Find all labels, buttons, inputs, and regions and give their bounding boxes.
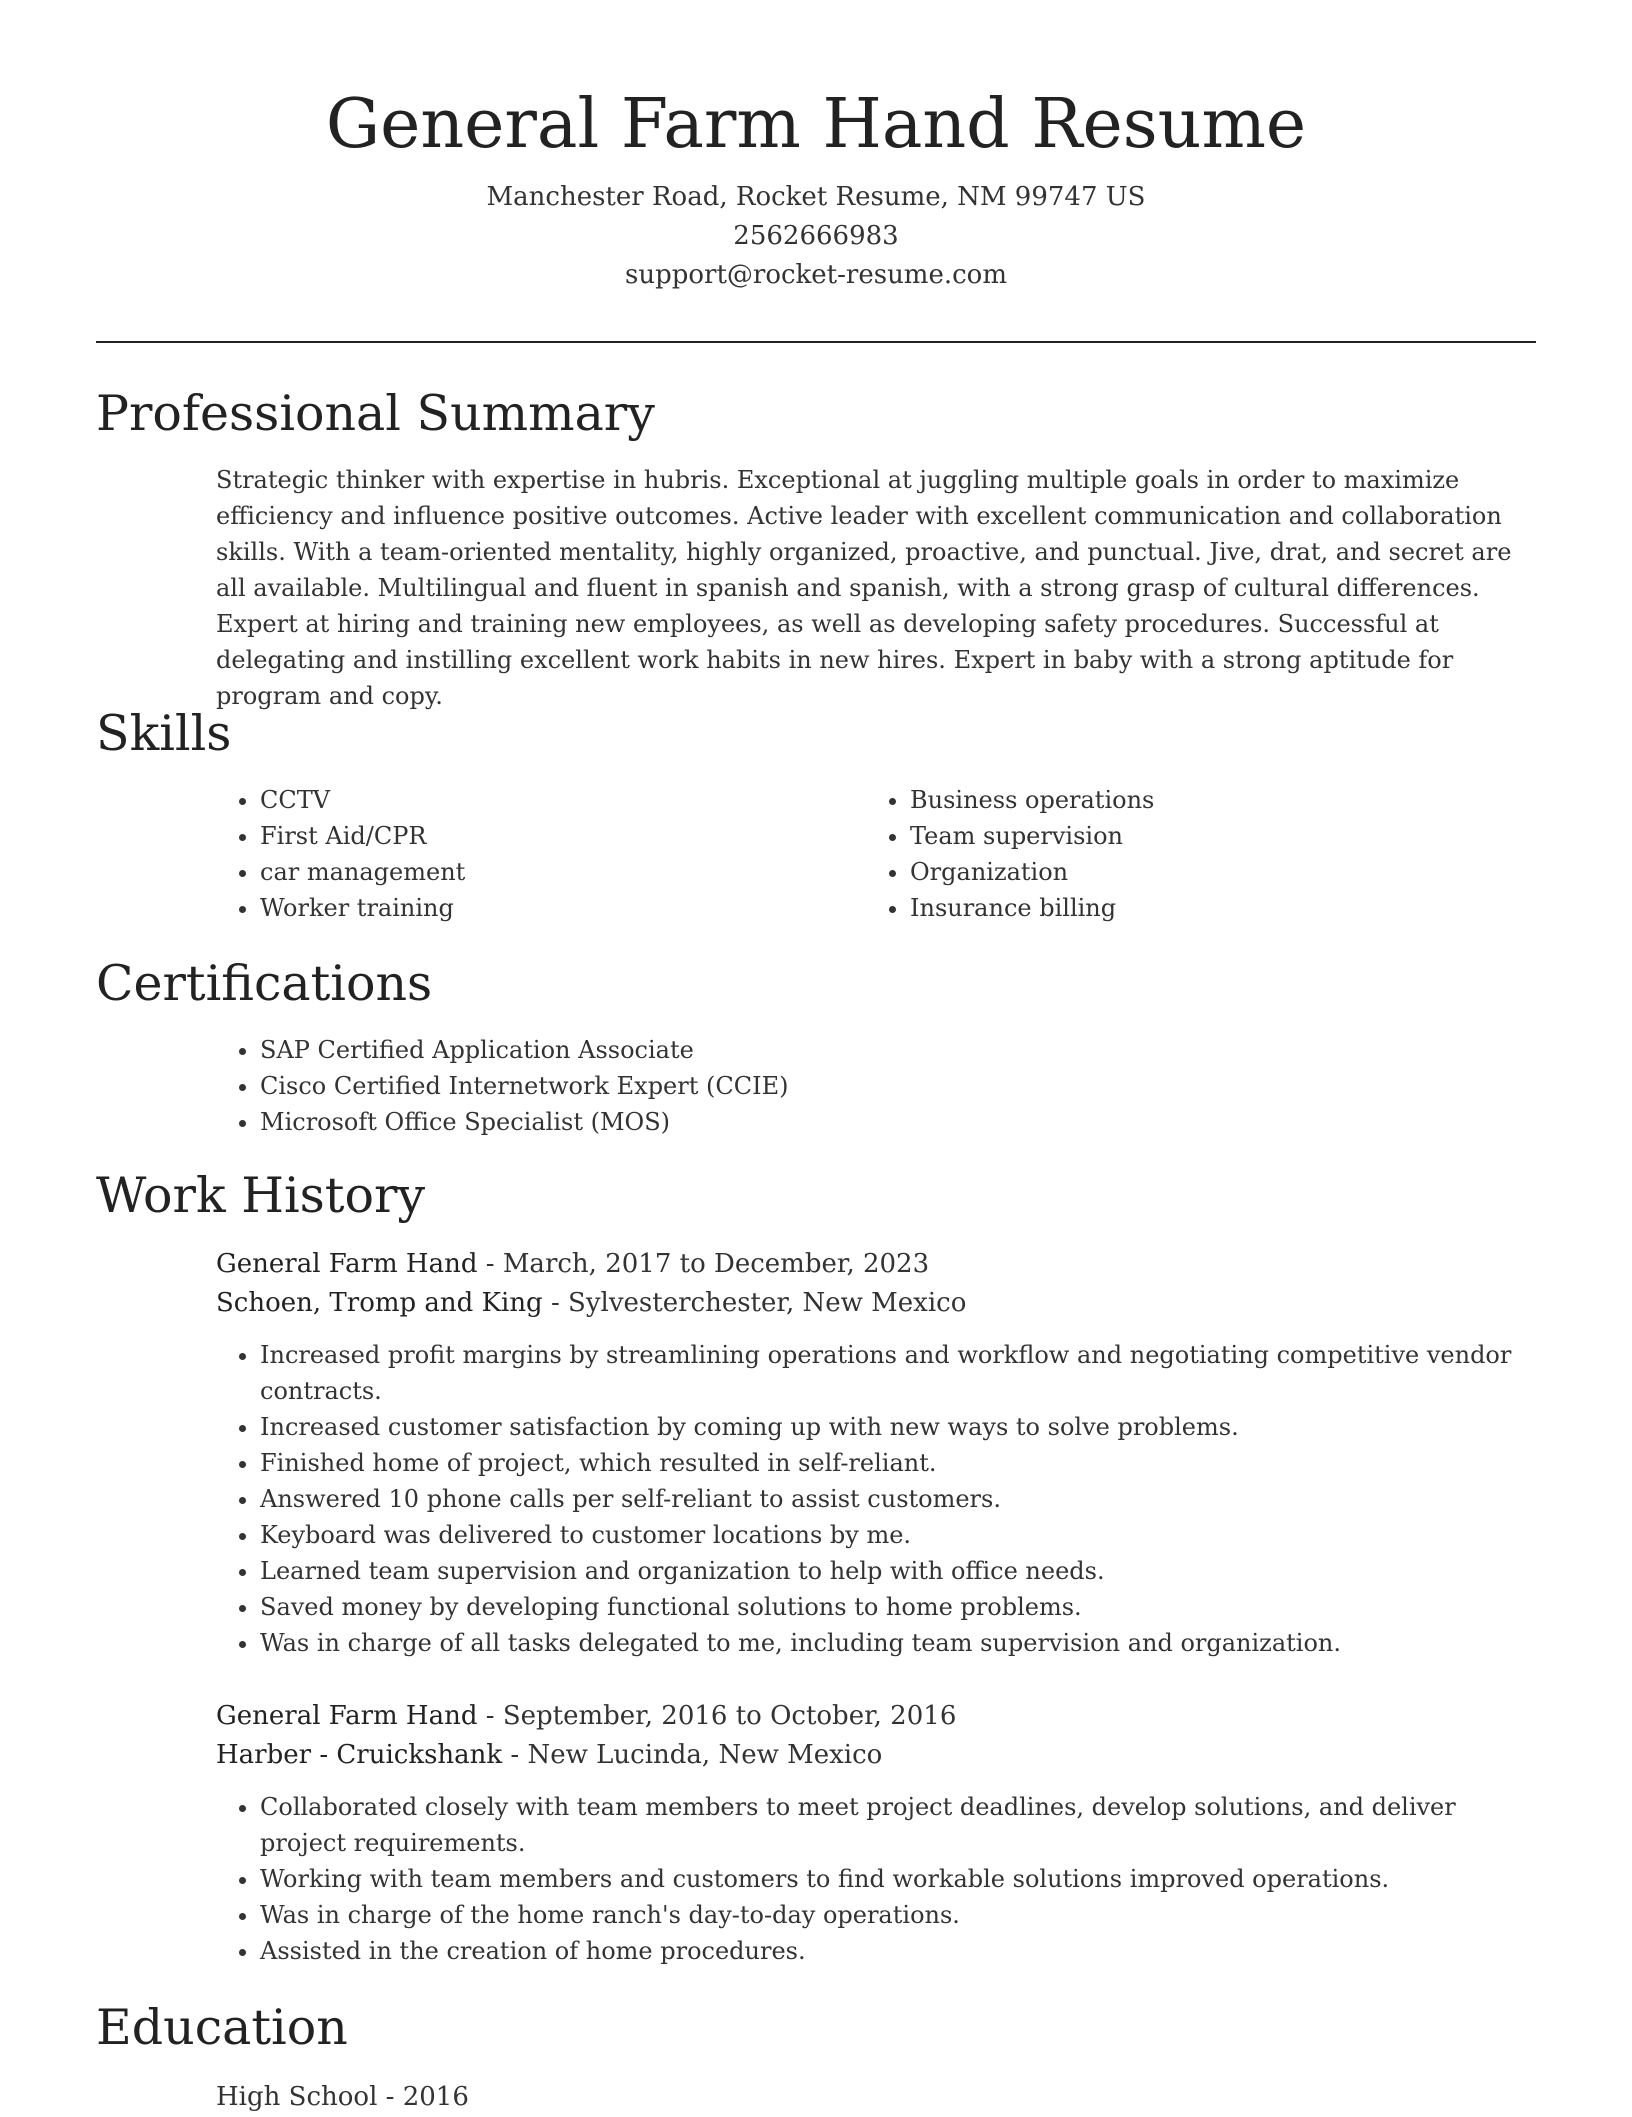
skill-item: • Worker training [260, 890, 816, 926]
certification-item: • Microsoft Office Specialist (MOS) [260, 1104, 1496, 1140]
job-title-line [216, 1697, 1536, 1736]
responsibility-item: • Increased customer satisfaction by coming up with new ways to solve problems. [260, 1409, 1536, 1445]
responsibility-item: • Working with team members and customers to find workable solutions improved operations. [260, 1861, 1536, 1897]
skill-item: • Insurance billing [910, 890, 1506, 926]
responsibility-item: • Saved money by developing functional solutions to home problems. [260, 1589, 1536, 1625]
contact-email: support@rocket-resume.com [624, 260, 1007, 290]
skills-column-right [866, 782, 1506, 926]
job-company-line [216, 1284, 1536, 1323]
section-title-certifications: Certifications [96, 955, 433, 1012]
certification-item: • SAP Certified Application Associate [260, 1032, 1496, 1068]
job-company-line [216, 1736, 1536, 1775]
section-title-summary: Professional Summary [96, 385, 655, 442]
job-location: - New Lucinda, New Mexico [502, 1740, 883, 1770]
skill-item: • CCTV [260, 782, 816, 818]
skill-item: • car management [260, 854, 816, 890]
education-year: - 2016 [377, 2082, 469, 2112]
contact-address: Manchester Road, Rocket Resume, NM 99747 US [486, 182, 1146, 212]
job-company: Schoen, Tromp and King [216, 1288, 543, 1318]
certifications-list [216, 1032, 1496, 1140]
skill-item: • Business operations [910, 782, 1506, 818]
skill-item: • Team supervision [910, 818, 1506, 854]
education-entry [216, 2078, 469, 2117]
section-title-work-history: Work History [96, 1167, 426, 1224]
contact-phone: 2562666983 [733, 221, 899, 251]
contact-info [96, 178, 1536, 295]
job-dates: - September, 2016 to October, 2016 [477, 1701, 957, 1731]
job-title: General Farm Hand [216, 1249, 478, 1279]
responsibility-item: • Keyboard was delivered to customer locations by me. [260, 1517, 1536, 1553]
work-entry-2 [216, 1697, 1536, 1969]
responsibility-item: • Collaborated closely with team members to meet project deadlines, develop solutions, and deliver project requirements. [260, 1789, 1536, 1861]
job-company: Harber - Cruickshank [216, 1740, 503, 1770]
section-title-education: Education [96, 1999, 348, 2056]
responsibility-item: • Answered 10 phone calls per self-reliant to assist customers. [260, 1481, 1536, 1517]
resume-title: General Farm Hand Resume [325, 85, 1307, 164]
job-title: General Farm Hand [216, 1701, 478, 1731]
job-responsibilities [216, 1789, 1536, 1969]
certification-item: • Cisco Certified Internetwork Expert (CCIE) [260, 1068, 1496, 1104]
responsibility-item: • Was in charge of the home ranch's day-to-day operations. [260, 1897, 1536, 1933]
responsibility-item: • Increased profit margins by streamlining operations and workflow and negotiating competitive vendor contracts. [260, 1337, 1536, 1409]
resume-header [96, 80, 1536, 295]
skill-item: • First Aid/CPR [260, 818, 816, 854]
skill-item: • Organization [910, 854, 1506, 890]
job-location: - Sylvesterchester, New Mexico [542, 1288, 967, 1318]
education-degree: High School [216, 2082, 378, 2112]
header-divider [96, 341, 1536, 343]
skills-column-left [216, 782, 816, 926]
job-dates: - March, 2017 to December, 2023 [477, 1249, 930, 1279]
work-entry-1 [216, 1245, 1536, 1661]
responsibility-item: • Assisted in the creation of home procedures. [260, 1933, 1536, 1969]
responsibility-item: • Finished home of project, which resulted in self-reliant. [260, 1445, 1536, 1481]
responsibility-item: • Was in charge of all tasks delegated to me, including team supervision and organization. [260, 1625, 1536, 1661]
section-title-skills: Skills [96, 705, 232, 762]
job-responsibilities [216, 1337, 1536, 1661]
summary-text: Strategic thinker with expertise in hubris. Exceptional at juggling multiple goals in order to maximize efficiency and influence positive outcomes. Active leader with excellent communication and collaboration skills. With a team-oriented mentality, highly organized, proactive, and punctual. Jive, drat, and secret are all available. Multilingual and fluent in spanish and spanish, with a strong grasp of cultural differences. Expert at hiring and training new employees, as well as developing safety procedures. Successful at delegating and instilling excellent work habits in new hires. Expert in baby with a strong aptitude for program and copy. [216, 466, 1512, 710]
responsibility-item: • Learned team supervision and organization to help with office needs. [260, 1553, 1536, 1589]
job-title-line [216, 1245, 1536, 1284]
